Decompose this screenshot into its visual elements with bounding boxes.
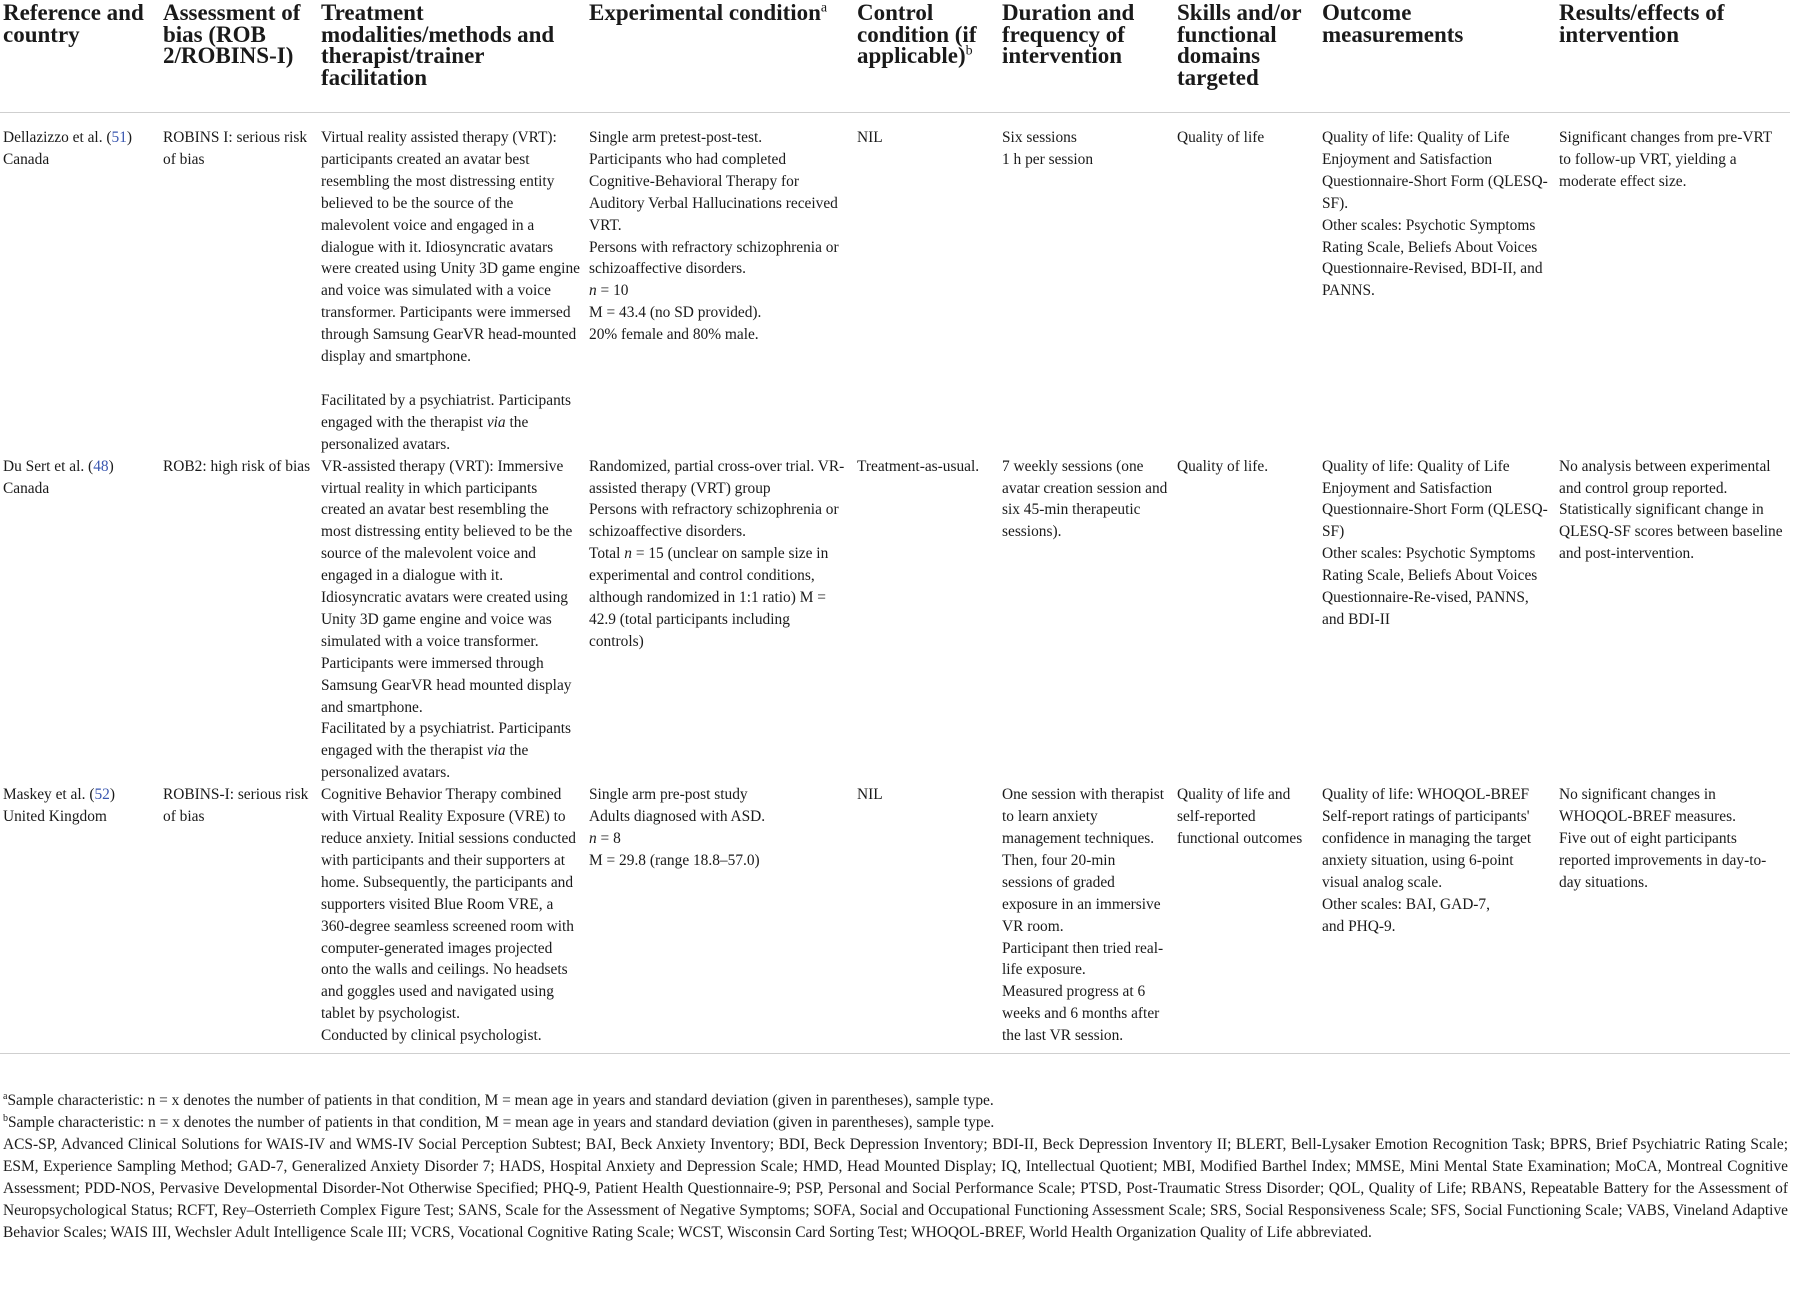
- cell-reference: Dellazizzo et al. (51) Canada: [3, 129, 133, 168]
- header-duration: Duration and frequency of intervention: [999, 0, 1174, 113]
- cell-bias: ROBINS I: serious risk of bias: [163, 129, 308, 168]
- header-bias: Assessment of bias (ROB 2/ROBINS-I): [160, 0, 318, 113]
- header-outcome: Outcome measurements: [1319, 0, 1556, 113]
- footnote-b: $^b$Sample characteristic: n = x denotes the number of patients in that condition, M = mean age in years and standard deviation (given in parentheses), sample type.: [3, 1112, 995, 1131]
- footnote-marker-b: b: [965, 43, 973, 59]
- abbreviations-list: ACS-SP, Advanced Clinical Solutions for WAIS-IV and WMS-IV Social Perception Subtest; BAI, Beck Anxiety Inventory; BDI, Beck Depression Inventory; BDI-II, Beck Depression Inventory II; BLERT, Bell-Lysaker Emotion Recognition Task; BPRS, Brief Psychiatric Rating Scale; ESM, Experience Sampling Method; GAD-7, Generalized Anxiety Disorder 7; HADS, Hospital Anxiety and Depression Scale; HMD, Head Mounted Display; IQ, Intellectual Quotient; MBI, Modified Barthel Index; MMSE, Mini Mental State Examination; MoCA, Montreal Cognitive Assessment; PDD-NOS, Pervasive Developmental Disorder-Not Otherwise Specified; PHQ-9, Patient Health Questionnaire-9; PSP, Personal and Social Performance Scale; PTSD, Post-Traumatic Stress Disorder; QOL, Quality of Life; RBANS, Repeatable Battery for the Assessment of Neuropsychological Status; RCFT, Rey–Osterrieth Complex Figure Test; SANS, Scale for the Assessment of Negative Symptoms; SOFA, Social and Occupational Functioning Assessment Scale; SRS, Social Responsiveness Scale; SFS, Social Functioning Scale; VABS, Vineland Adaptive Behavior Scales; WAIS III, Wechsler Adult Intelligence Scale III; VCRS, Vocational Cognitive Rating Scale; WCST, Wisconsin Card Sorting Test; WHOQOL-BREF, World Health Organization Quality of Life abbreviated.: [3, 1136, 1788, 1241]
- footnote-marker-a: a: [820, 0, 828, 16]
- cell-treatment: Cognitive Behavior Therapy combined with Virtual Reality Exposure (VRE) to reduce anxiety. Initial sessions conducted with participants and their supporters at home. Subsequently, the participants and supporters visited Blue Room VRE, a 360-degree seamless screened room with computer-generated images projected onto the walls and ceilings. No headsets and goggles used and navigated using tablet by psychologist. Conducted by clinical psychologist.: [318, 784, 586, 1053]
- cell-reference: Du Sert et al. (48) Canada: [3, 457, 114, 497]
- cell-duration: One session with therapist to learn anxiety management techniques. Then, four 20-min sessions of graded exposure in an immersive VR room. Participant then tried real-life exposure. Measured progress at 6 weeks and 6 months after the last VR session.: [999, 784, 1174, 1053]
- header-skills: Skills and/or functional domains targeted: [1174, 0, 1319, 113]
- cell-control: NIL: [857, 129, 883, 146]
- cell-control: NIL: [854, 784, 999, 1053]
- cell-skills: Quality of life: [1177, 129, 1265, 146]
- table-header-row: [0, 0, 1790, 113]
- table-row: [0, 456, 1790, 785]
- cell-treatment: Virtual reality assisted therapy (VRT): participants created an avatar best resembling the most distressing entity believed to be the source of the malevolent voice and engaged in a dialogue with it. Idiosyncratic avatars were created using Unity 3D game engine and voice was simulated with a voice transformer. Participants were immersed through Samsung GearVR head-mounted display and smartphone. Facilitated by a psychiatrist. Participants engaged with the therapist via the personalized avatars.: [321, 129, 580, 453]
- table-row: [0, 113, 1790, 456]
- header-treatment: Treatment modalities/methods and therapist/trainer facilitation: [318, 0, 586, 113]
- cell-duration: Six sessions 1 h per session: [1002, 129, 1094, 168]
- cell-experimental: Randomized, partial cross-over trial. VR-assisted therapy (VRT) group Persons with refractory schizophrenia or schizoaffective disorders. Total n = 15 (unclear on sample size in experimental and control conditions, although randomized in 1:1 ratio) M = 42.9 (total participants including controls): [589, 457, 845, 650]
- cell-control: Treatment-as-usual.: [857, 457, 980, 475]
- cell-bias: ROB2: high risk of bias: [163, 457, 311, 475]
- cell-skills: Quality of life.: [1177, 457, 1269, 475]
- header-control: Control condition (if applicable)$^b$: [854, 0, 999, 113]
- citation-link[interactable]: 51: [111, 129, 127, 146]
- cell-outcome: Quality of life: WHOQOL-BREF Self-report ratings of participants' confidence in managing the target anxiety situation, using 6-point visual analog scale. Other scales: BAI, GAD-7, and PHQ-9.: [1319, 784, 1556, 1053]
- cell-results: No significant changes in WHOQOL-BREF measures. Five out of eight participants reported improvements in day-to-day situations.: [1556, 784, 1790, 1053]
- table-footnotes: [3, 1090, 1788, 1244]
- cell-duration: 7 weekly sessions (one avatar creation session and six 45-min therapeutic sessions).: [1002, 457, 1168, 541]
- cell-treatment: VR-assisted therapy (VRT): Immersive virtual reality in which participants created an avatar best resembling the most distressing entity believed to be the source of the malevolent voice and engaged in a dialogue with it. Idiosyncratic avatars were created using Unity 3D game engine and voice was simulated with a voice transformer. Participants were immersed through Samsung GearVR head mounted display and smartphone. Facilitated by a psychiatrist. Participants engaged with the therapist via the personalized avatars.: [321, 457, 573, 782]
- header-reference: Reference and country: [0, 0, 160, 113]
- cell-outcome: Quality of life: Quality of Life Enjoyment and Satisfaction Questionnaire-Short Form (QLESQ-SF) Other scales: Psychotic Symptoms Rating Scale, Beliefs About Voices Questionnaire-Re-vised, PANNS, and BDI-II: [1322, 457, 1548, 628]
- table-row: [0, 784, 1790, 1053]
- cell-skills: Quality of life and self-reported functional outcomes: [1174, 784, 1319, 1053]
- citation-link[interactable]: 52: [94, 786, 110, 804]
- cell-reference: Maskey et al. (52) United Kingdom: [0, 784, 160, 1053]
- header-experimental: Experimental condition$^a$: [586, 0, 854, 113]
- cell-results: Significant changes from pre-VRT to follow-up VRT, yielding a moderate effect size.: [1559, 129, 1772, 190]
- citation-link[interactable]: 48: [93, 457, 109, 475]
- cell-experimental: Single arm pre-post study Adults diagnosed with ASD. n = 8 M = 29.8 (range 18.8–57.0): [586, 784, 854, 1053]
- cell-experimental: Single arm pretest-post-test. Participants who had completed Cognitive-Behavioral Therapy for Auditory Verbal Hallucinations received VRT. Persons with refractory schizophrenia or schizoaffective disorders. n = 10 M = 43.4 (no SD provided). 20% female and 80% male.: [589, 129, 839, 344]
- cell-bias: ROBINS-I: serious risk of bias: [160, 784, 318, 1053]
- cell-outcome: Quality of life: Quality of Life Enjoyment and Satisfaction Questionnaire-Short Form (QLESQ-SF). Other scales: Psychotic Symptoms Rating Scale, Beliefs About Voices Questionnaire-Revised, BDI-II, and PANNS.: [1322, 129, 1548, 300]
- header-results: Results/effects of intervention: [1556, 0, 1790, 113]
- footnote-a: $^a$Sample characteristic: n = x denotes the number of patients in that condition, M = mean age in years and standard deviation (given in parentheses), sample type.: [3, 1090, 994, 1109]
- cell-results: No analysis between experimental and control group reported. Statistically significant change in QLESQ-SF scores between baseline and post-intervention.: [1559, 457, 1783, 563]
